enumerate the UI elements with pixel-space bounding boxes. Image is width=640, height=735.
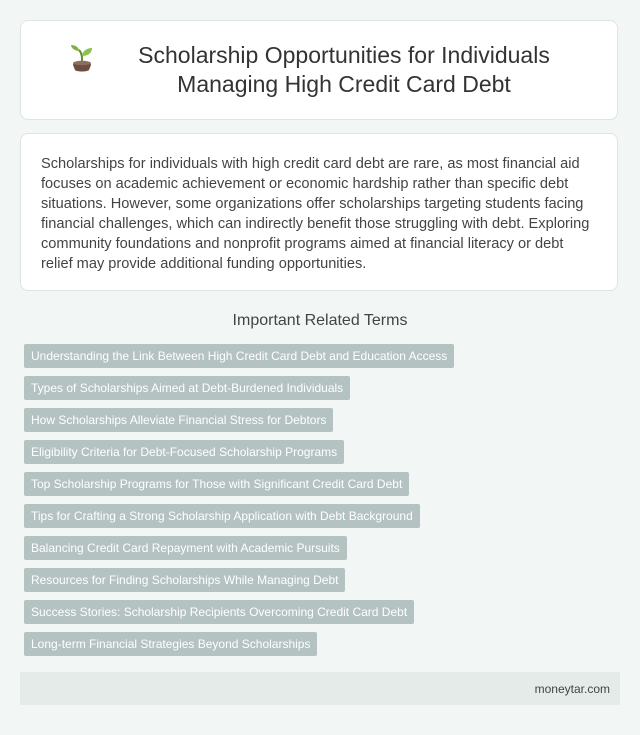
- sprout-icon: [69, 43, 97, 73]
- related-term-tag[interactable]: Eligibility Criteria for Debt-Focused Scholarship Programs: [24, 440, 344, 464]
- related-term-tag[interactable]: How Scholarships Alleviate Financial Stress for Debtors: [24, 408, 333, 432]
- related-term-tag[interactable]: Top Scholarship Programs for Those with Significant Credit Card Debt: [24, 472, 409, 496]
- footer-site-link[interactable]: moneytar.com: [534, 681, 610, 696]
- related-term-tag[interactable]: Tips for Crafting a Strong Scholarship Application with Debt Background: [24, 504, 420, 528]
- title-card: [20, 20, 618, 120]
- related-term-tag[interactable]: Success Stories: Scholarship Recipients Overcoming Credit Card Debt: [24, 600, 414, 624]
- footer: [20, 672, 620, 705]
- related-terms-list: [24, 344, 454, 664]
- title-wrap: [69, 41, 569, 99]
- related-terms-heading: Important Related Terms: [232, 312, 408, 329]
- related-term-tag[interactable]: Resources for Finding Scholarships While Managing Debt: [24, 568, 345, 592]
- related-term-tag[interactable]: Long-term Financial Strategies Beyond Scholarships: [24, 632, 317, 656]
- related-term-tag[interactable]: Balancing Credit Card Repayment with Academic Pursuits: [24, 536, 347, 560]
- intro-card: [20, 133, 618, 291]
- page-title: Scholarship Opportunities for Individuals Managing High Credit Card Debt: [138, 42, 550, 97]
- related-term-tag[interactable]: Understanding the Link Between High Credit Card Debt and Education Access: [24, 344, 454, 368]
- intro-paragraph: Scholarships for individuals with high credit card debt are rare, as most financial aid focuses on academic achievement or economic hardship rather than specific debt situations. However, some organizations offer scholarships targeting students facing financial challenges, which can indirectly benefit those struggling with debt. Exploring community foundations and nonprofit programs aimed at financial literacy or debt relief may provide additional funding opportunities.: [41, 156, 590, 272]
- related-term-tag[interactable]: Types of Scholarships Aimed at Debt-Burdened Individuals: [24, 376, 350, 400]
